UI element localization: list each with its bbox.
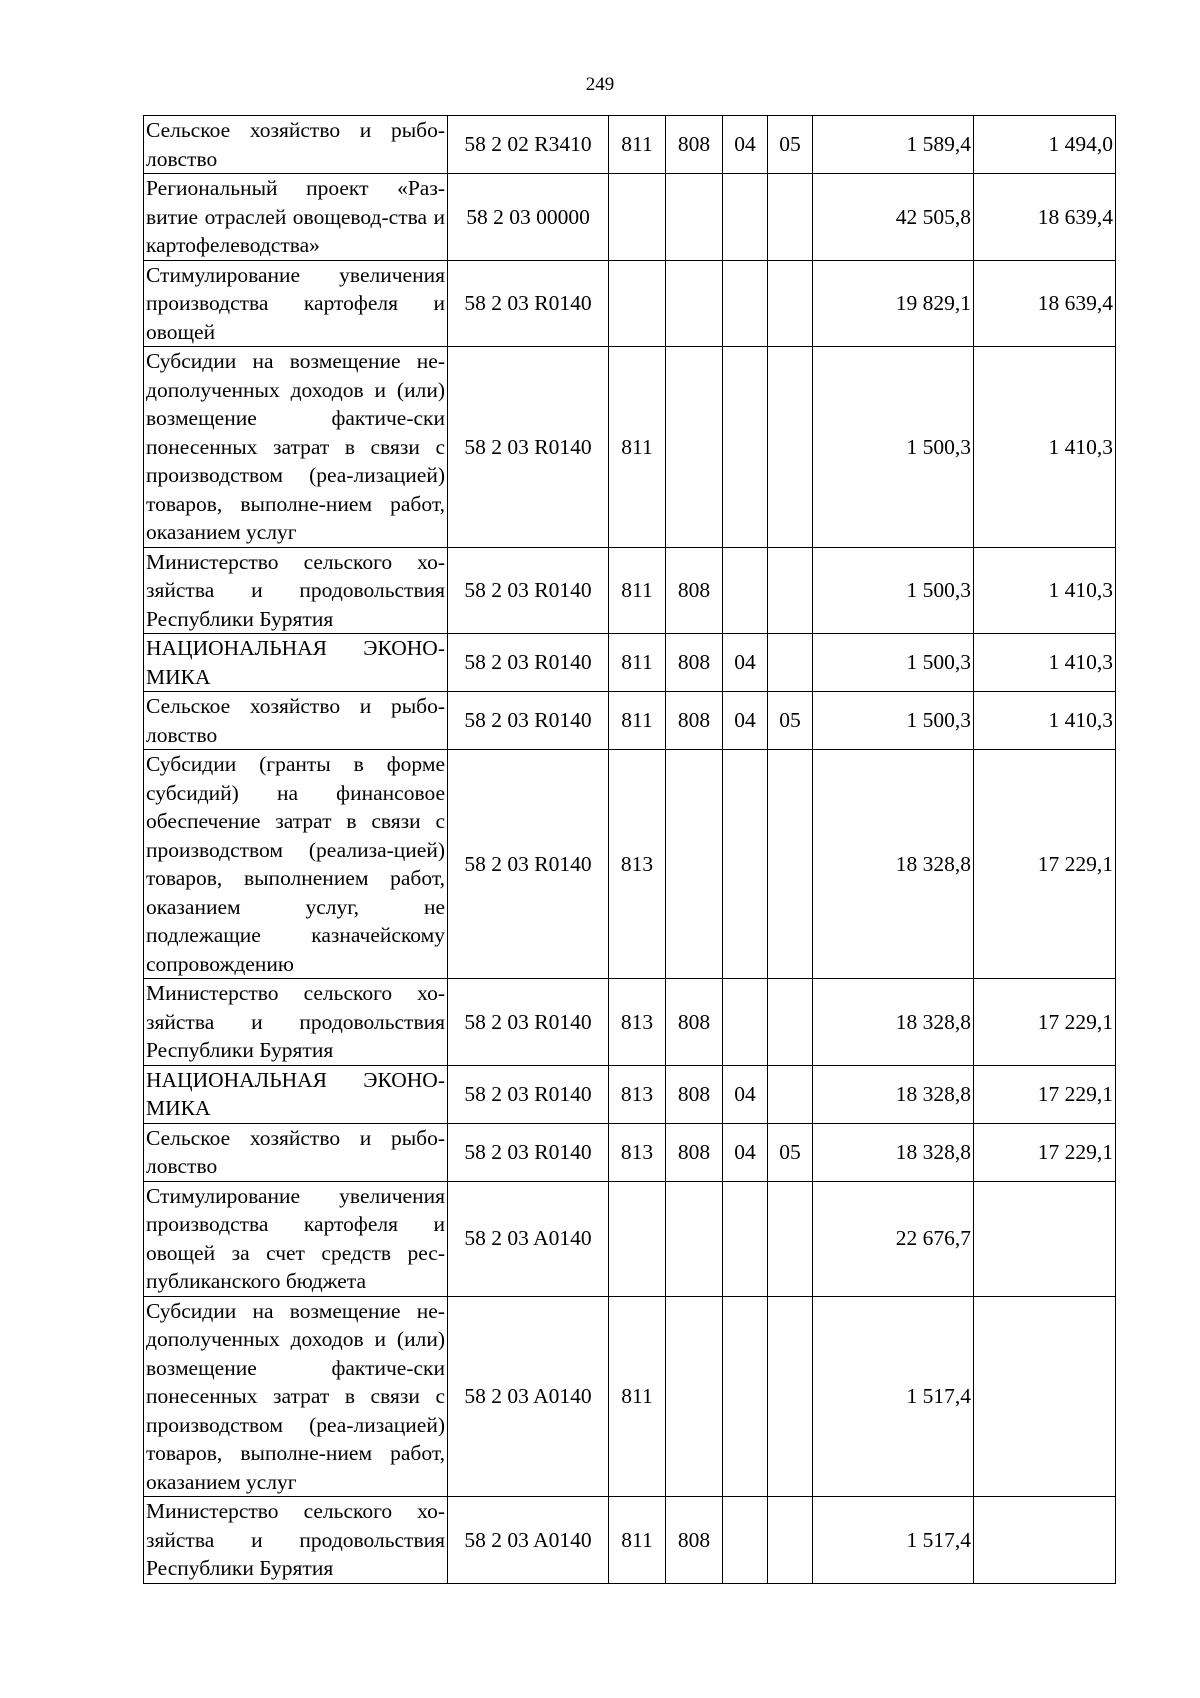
- table-row: [144, 347, 1116, 548]
- expense-type-code: [609, 260, 666, 347]
- table-body: [144, 116, 1116, 1584]
- amount-2: 17 229,1: [974, 979, 1116, 1066]
- amount-1: 18 328,8: [813, 979, 974, 1066]
- expense-type-code: 811: [609, 692, 666, 750]
- department-code: 808: [666, 979, 723, 1066]
- target-article-code: 58 2 03 R0140: [448, 634, 609, 692]
- table-row: [144, 1497, 1116, 1584]
- subsection-code: [768, 1065, 813, 1123]
- row-name: Сельское хозяйство и рыбо-ловство: [144, 692, 448, 750]
- amount-1: 19 829,1: [813, 260, 974, 347]
- row-name: Стимулирование увеличения производства картофеля и овощей за счет средств рес-публиканского бюджета: [144, 1181, 448, 1296]
- expense-type-code: 811: [609, 116, 666, 174]
- department-code: 808: [666, 116, 723, 174]
- row-name: Субсидии на возмещение не-дополученных доходов и (или) возмещение фактиче-ски понесенных затрат в связи с производством (реа-лизацией) товаров, выполне-нием работ, оказанием услуг: [144, 347, 448, 548]
- amount-2: 18 639,4: [974, 174, 1116, 261]
- table-row: [144, 116, 1116, 174]
- target-article-code: 58 2 02 R3410: [448, 116, 609, 174]
- amount-1: 1 517,4: [813, 1296, 974, 1497]
- section-code: [723, 547, 768, 634]
- department-code: [666, 347, 723, 548]
- subsection-code: 05: [768, 692, 813, 750]
- amount-2: 17 229,1: [974, 1123, 1116, 1181]
- amount-1: 1 500,3: [813, 547, 974, 634]
- subsection-code: [768, 979, 813, 1066]
- department-code: [666, 1296, 723, 1497]
- amount-1: 1 500,3: [813, 692, 974, 750]
- amount-2: 1 410,3: [974, 547, 1116, 634]
- amount-1: 18 328,8: [813, 1123, 974, 1181]
- section-code: 04: [723, 692, 768, 750]
- table-row: [144, 1123, 1116, 1181]
- target-article-code: 58 2 03 R0140: [448, 547, 609, 634]
- section-code: [723, 1497, 768, 1584]
- subsection-code: [768, 1181, 813, 1296]
- department-code: 808: [666, 692, 723, 750]
- amount-2: 18 639,4: [974, 260, 1116, 347]
- section-code: 04: [723, 116, 768, 174]
- amount-1: 42 505,8: [813, 174, 974, 261]
- amount-2: 1 410,3: [974, 347, 1116, 548]
- expense-type-code: 813: [609, 750, 666, 979]
- section-code: 04: [723, 1123, 768, 1181]
- expense-type-code: [609, 174, 666, 261]
- amount-2: [974, 1181, 1116, 1296]
- department-code: [666, 1181, 723, 1296]
- target-article-code: 58 2 03 R0140: [448, 347, 609, 548]
- target-article-code: 58 2 03 A0140: [448, 1296, 609, 1497]
- subsection-code: [768, 750, 813, 979]
- target-article-code: 58 2 03 A0140: [448, 1497, 609, 1584]
- table-row: [144, 979, 1116, 1066]
- target-article-code: 58 2 03 R0140: [448, 260, 609, 347]
- row-name: Сельское хозяйство и рыбо-ловство: [144, 116, 448, 174]
- target-article-code: 58 2 03 R0140: [448, 692, 609, 750]
- amount-2: 17 229,1: [974, 750, 1116, 979]
- subsection-code: [768, 260, 813, 347]
- row-name: Министерство сельского хо-зяйства и продовольствия Республики Бурятия: [144, 1497, 448, 1584]
- expense-type-code: 811: [609, 347, 666, 548]
- expense-type-code: 811: [609, 1296, 666, 1497]
- amount-2: [974, 1497, 1116, 1584]
- table-row: [144, 750, 1116, 979]
- section-code: [723, 347, 768, 548]
- table-row: [144, 692, 1116, 750]
- department-code: [666, 750, 723, 979]
- subsection-code: [768, 174, 813, 261]
- amount-1: 1 589,4: [813, 116, 974, 174]
- subsection-code: 05: [768, 1123, 813, 1181]
- budget-table: [143, 115, 1116, 1584]
- section-code: [723, 1296, 768, 1497]
- amount-2: 17 229,1: [974, 1065, 1116, 1123]
- amount-1: 1 517,4: [813, 1497, 974, 1584]
- subsection-code: [768, 547, 813, 634]
- section-code: 04: [723, 1065, 768, 1123]
- department-code: 808: [666, 634, 723, 692]
- page-number: 249: [585, 74, 615, 95]
- table-row: [144, 174, 1116, 261]
- expense-type-code: [609, 1181, 666, 1296]
- section-code: [723, 979, 768, 1066]
- section-code: 04: [723, 634, 768, 692]
- table-row: [144, 1065, 1116, 1123]
- target-article-code: 58 2 03 R0140: [448, 979, 609, 1066]
- expense-type-code: 813: [609, 1065, 666, 1123]
- target-article-code: 58 2 03 A0140: [448, 1181, 609, 1296]
- expense-type-code: 813: [609, 1123, 666, 1181]
- section-code: [723, 174, 768, 261]
- expense-type-code: 811: [609, 634, 666, 692]
- row-name: Региональный проект «Раз-витие отраслей овощевод-ства и картофелеводства»: [144, 174, 448, 261]
- department-code: 808: [666, 1065, 723, 1123]
- amount-2: [974, 1296, 1116, 1497]
- target-article-code: 58 2 03 00000: [448, 174, 609, 261]
- subsection-code: [768, 1497, 813, 1584]
- department-code: 808: [666, 1123, 723, 1181]
- amount-2: 1 494,0: [974, 116, 1116, 174]
- target-article-code: 58 2 03 R0140: [448, 1065, 609, 1123]
- subsection-code: 05: [768, 116, 813, 174]
- table-row: [144, 260, 1116, 347]
- subsection-code: [768, 347, 813, 548]
- amount-2: 1 410,3: [974, 634, 1116, 692]
- section-code: [723, 260, 768, 347]
- expense-type-code: 811: [609, 1497, 666, 1584]
- amount-1: 18 328,8: [813, 1065, 974, 1123]
- row-name: Министерство сельского хо-зяйства и продовольствия Республики Бурятия: [144, 979, 448, 1066]
- row-name: Сельское хозяйство и рыбо-ловство: [144, 1123, 448, 1181]
- row-name: НАЦИОНАЛЬНАЯ ЭКОНО-МИКА: [144, 634, 448, 692]
- row-name: Министерство сельского хо-зяйства и продовольствия Республики Бурятия: [144, 547, 448, 634]
- expense-type-code: 813: [609, 979, 666, 1066]
- section-code: [723, 1181, 768, 1296]
- table-row: [144, 634, 1116, 692]
- row-name: Стимулирование увеличения производства картофеля и овощей: [144, 260, 448, 347]
- row-name: Субсидии (гранты в форме субсидий) на финансовое обеспечение затрат в связи с производством (реализа-цией) товаров, выполнением работ, оказанием услуг, не подлежащие казначейскому сопровождению: [144, 750, 448, 979]
- department-code: [666, 174, 723, 261]
- department-code: 808: [666, 1497, 723, 1584]
- row-name: НАЦИОНАЛЬНАЯ ЭКОНО-МИКА: [144, 1065, 448, 1123]
- amount-1: 1 500,3: [813, 347, 974, 548]
- amount-1: 22 676,7: [813, 1181, 974, 1296]
- table-row: [144, 547, 1116, 634]
- expense-type-code: 811: [609, 547, 666, 634]
- target-article-code: 58 2 03 R0140: [448, 750, 609, 979]
- subsection-code: [768, 634, 813, 692]
- section-code: [723, 750, 768, 979]
- target-article-code: 58 2 03 R0140: [448, 1123, 609, 1181]
- row-name: Субсидии на возмещение не-дополученных доходов и (или) возмещение фактиче-ски понесенных затрат в связи с производством (реа-лизацией) товаров, выполне-нием работ, оказанием услуг: [144, 1296, 448, 1497]
- amount-1: 1 500,3: [813, 634, 974, 692]
- amount-1: 18 328,8: [813, 750, 974, 979]
- table-row: [144, 1296, 1116, 1497]
- department-code: 808: [666, 547, 723, 634]
- amount-2: 1 410,3: [974, 692, 1116, 750]
- department-code: [666, 260, 723, 347]
- table-row: [144, 1181, 1116, 1296]
- subsection-code: [768, 1296, 813, 1497]
